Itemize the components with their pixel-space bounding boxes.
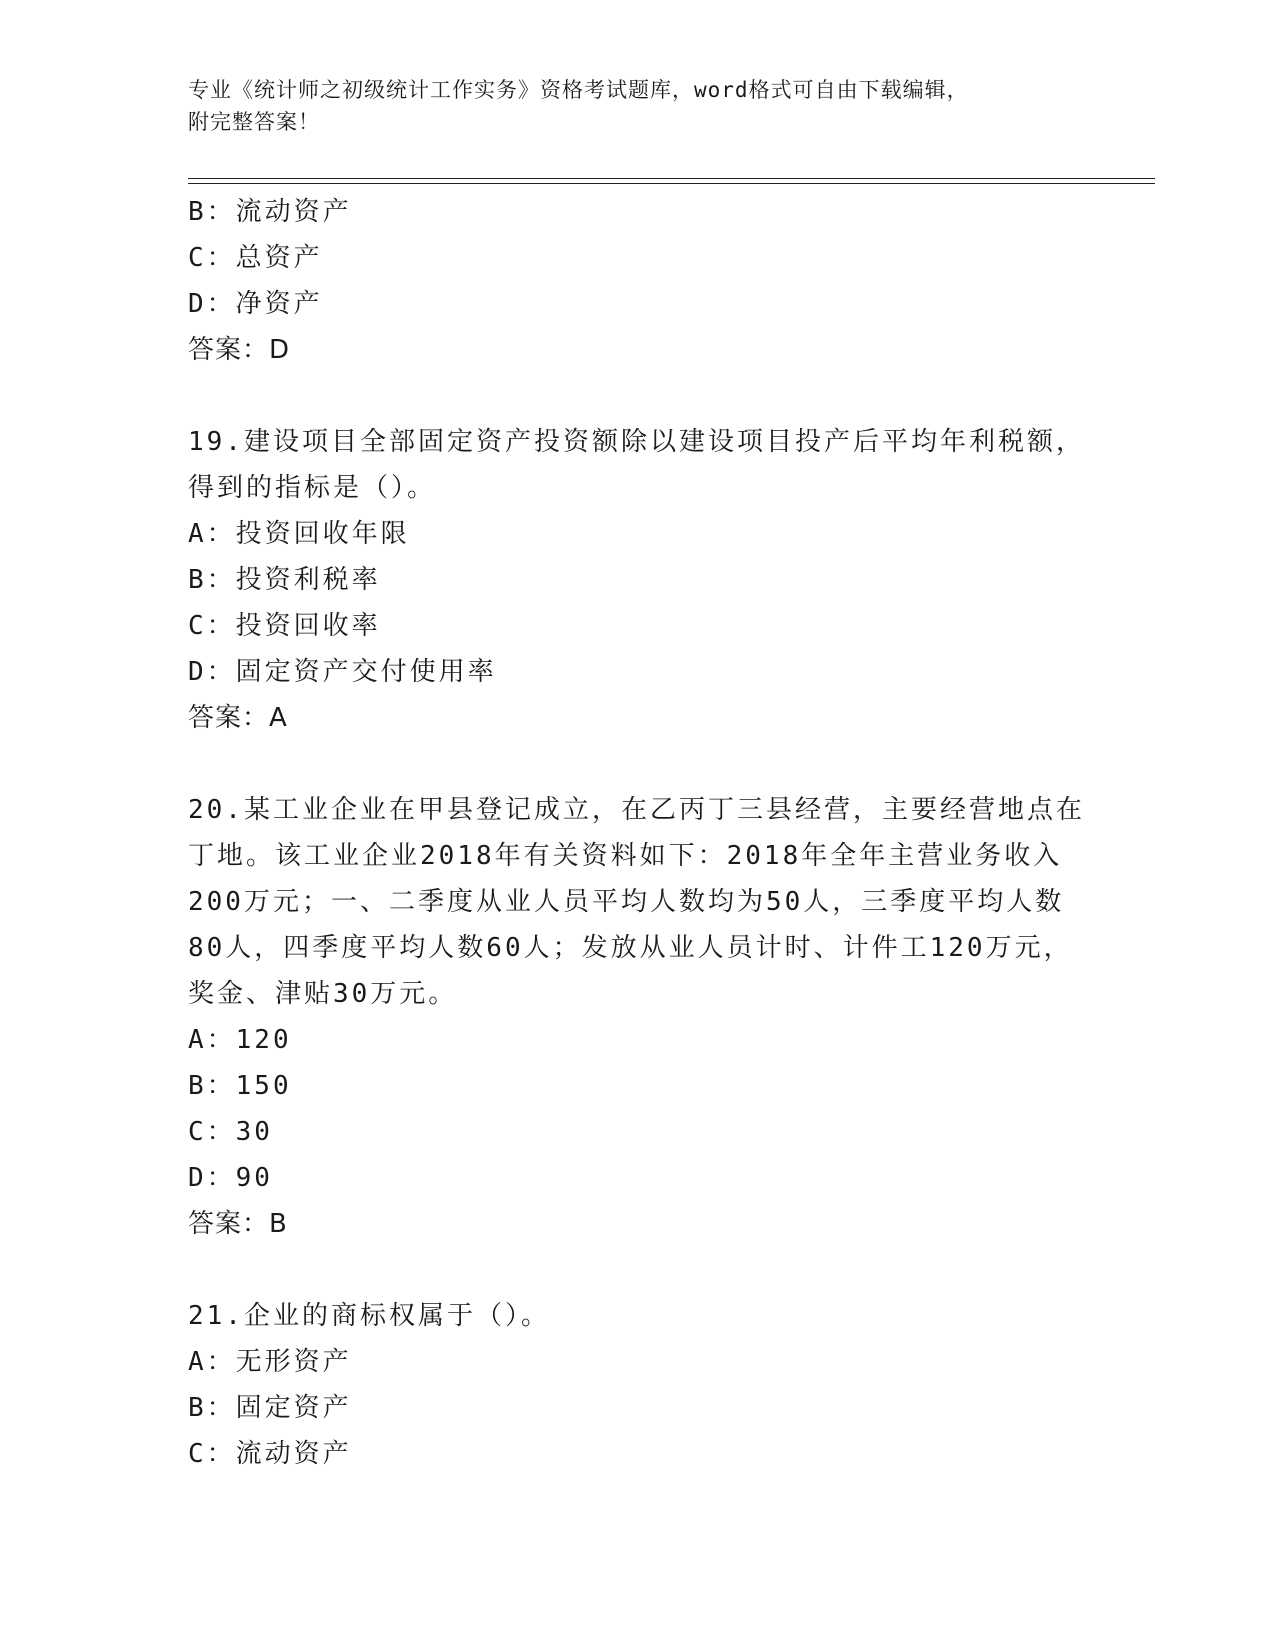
question-stem-line: 丁地。该工业企业2018年有关资料如下：2018年全年主营业务收入 xyxy=(188,841,1063,871)
question-list xyxy=(188,189,1088,1477)
option-b: B：固定资产 xyxy=(188,1393,352,1423)
answer-line: 答案：D xyxy=(188,335,291,365)
option-b: B：投资利税率 xyxy=(188,565,381,595)
answer-line: 答案：B xyxy=(188,1209,288,1239)
spacer xyxy=(188,373,1088,419)
option-d: D：90 xyxy=(188,1163,273,1193)
option-a: A：投资回收年限 xyxy=(188,519,410,549)
question-21 xyxy=(188,1293,1088,1477)
question-19 xyxy=(188,419,1088,741)
question-20 xyxy=(188,787,1088,1247)
option-d: D：固定资产交付使用率 xyxy=(188,657,497,687)
option-a: A：无形资产 xyxy=(188,1347,352,1377)
answer-line: 答案：A xyxy=(188,703,288,733)
document-header xyxy=(188,74,1088,138)
question-stem-line: 80人，四季度平均人数60人；发放从业人员计时、计件工120万元， xyxy=(188,933,1073,963)
option-a: A：120 xyxy=(188,1025,292,1055)
header-rule-top xyxy=(188,178,1155,179)
spacer xyxy=(188,741,1088,787)
question-stem-line: 奖金、津贴30万元。 xyxy=(188,979,458,1009)
option-d: D：净资产 xyxy=(188,289,323,319)
header-line-2: 附完整答案！ xyxy=(188,110,320,134)
spacer xyxy=(188,1247,1088,1293)
question-stem-line: 21.企业的商标权属于（）。 xyxy=(188,1301,550,1331)
option-c: C：总资产 xyxy=(188,243,323,273)
header-line-1: 专业《统计师之初级统计工作实务》资格考试题库，word格式可自由下载编辑， xyxy=(188,78,969,102)
option-c: C：投资回收率 xyxy=(188,611,381,641)
header-rule-bottom xyxy=(188,183,1155,184)
option-b: B：150 xyxy=(188,1071,292,1101)
option-c: C：流动资产 xyxy=(188,1439,352,1469)
question-stem-line: 20.某工业企业在甲县登记成立，在乙丙丁三县经营，主要经营地点在 xyxy=(188,795,1085,825)
option-c: C：30 xyxy=(188,1117,273,1147)
question-stem-line: 19.建设项目全部固定资产投资额除以建设项目投产后平均年利税额， xyxy=(188,427,1085,457)
question-stem-line: 200万元；一、二季度从业人员平均人数均为50人，三季度平均人数 xyxy=(188,887,1065,917)
option-b: B：流动资产 xyxy=(188,197,352,227)
question-18-tail xyxy=(188,189,1088,373)
question-stem-line: 得到的指标是（）。 xyxy=(188,473,437,503)
